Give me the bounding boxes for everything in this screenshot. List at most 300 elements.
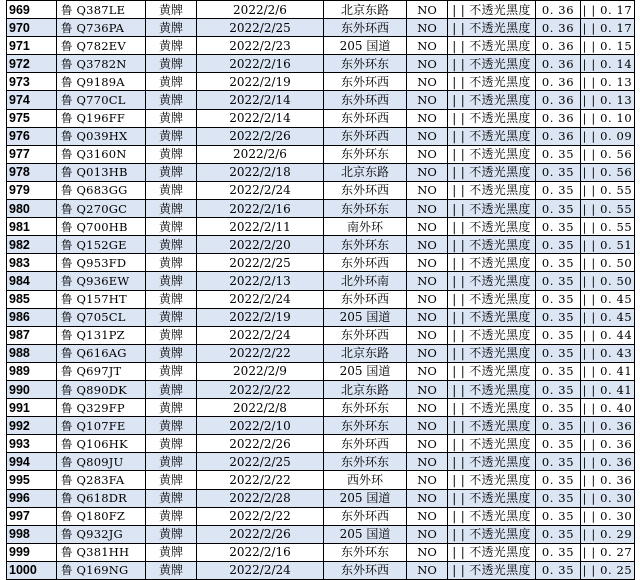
result-cell: NO xyxy=(407,181,448,199)
plate-number-cell: 鲁 Q157HT xyxy=(57,290,146,308)
inspection-date-cell: 2022/2/24 xyxy=(197,290,324,308)
table-row xyxy=(7,380,635,398)
location-cell: 西外环 xyxy=(324,471,407,489)
value-2-cell: | | 0. 30 xyxy=(581,489,635,507)
row-index-cell: 987 xyxy=(7,326,57,344)
value-1-cell: 0. 35 xyxy=(536,236,581,254)
result-cell: NO xyxy=(407,19,448,37)
result-cell: NO xyxy=(407,399,448,417)
plate-number-cell: 鲁 Q705CL xyxy=(57,308,146,326)
plate-color-cell: 黄牌 xyxy=(146,73,197,91)
location-cell: 东外环西 xyxy=(324,507,407,525)
result-cell: NO xyxy=(407,543,448,561)
test-type-cell: | | 不透光黑度 xyxy=(448,109,536,127)
inspection-date-cell: 2022/2/6 xyxy=(197,1,324,19)
row-index-cell: 993 xyxy=(7,435,57,453)
value-1-cell: 0. 35 xyxy=(536,200,581,218)
plate-color-cell: 黄牌 xyxy=(146,525,197,543)
plate-number-cell: 鲁 Q616AG xyxy=(57,344,146,362)
location-cell: 南外环 xyxy=(324,218,407,236)
result-cell: NO xyxy=(407,200,448,218)
result-cell: NO xyxy=(407,308,448,326)
plate-color-cell: 黄牌 xyxy=(146,344,197,362)
row-index-cell: 990 xyxy=(7,380,57,398)
result-cell: NO xyxy=(407,290,448,308)
location-cell: 东外环东 xyxy=(324,453,407,471)
plate-number-cell: 鲁 Q953FD xyxy=(57,254,146,272)
inspection-date-cell: 2022/2/9 xyxy=(197,362,324,380)
table-row xyxy=(7,236,635,254)
location-cell: 北京东路 xyxy=(324,344,407,362)
plate-number-cell: 鲁 Q180FZ xyxy=(57,507,146,525)
value-2-cell: | | 0. 17 xyxy=(581,1,635,19)
row-index-cell: 982 xyxy=(7,236,57,254)
value-2-cell: | | 0. 43 xyxy=(581,344,635,362)
inspection-date-cell: 2022/2/19 xyxy=(197,73,324,91)
row-index-cell: 999 xyxy=(7,543,57,561)
inspection-date-cell: 2022/2/11 xyxy=(197,218,324,236)
test-type-cell: | | 不透光黑度 xyxy=(448,561,536,579)
result-cell: NO xyxy=(407,489,448,507)
test-type-cell: | | 不透光黑度 xyxy=(448,308,536,326)
value-2-cell: | | 0. 36 xyxy=(581,471,635,489)
plate-number-cell: 鲁 Q169NG xyxy=(57,561,146,579)
result-cell: NO xyxy=(407,55,448,73)
plate-color-cell: 黄牌 xyxy=(146,380,197,398)
value-1-cell: 0. 36 xyxy=(536,1,581,19)
row-index-cell: 1000 xyxy=(7,561,57,579)
plate-color-cell: 黄牌 xyxy=(146,543,197,561)
row-index-cell: 997 xyxy=(7,507,57,525)
row-index-cell: 992 xyxy=(7,417,57,435)
result-cell: NO xyxy=(407,326,448,344)
value-1-cell: 0. 36 xyxy=(536,127,581,145)
plate-number-cell: 鲁 Q329FP xyxy=(57,399,146,417)
inspection-date-cell: 2022/2/24 xyxy=(197,181,324,199)
test-type-cell: | | 不透光黑度 xyxy=(448,181,536,199)
value-1-cell: 0. 35 xyxy=(536,435,581,453)
test-type-cell: | | 不透光黑度 xyxy=(448,453,536,471)
inspection-date-cell: 2022/2/20 xyxy=(197,236,324,254)
value-1-cell: 0. 35 xyxy=(536,417,581,435)
value-2-cell: | | 0. 41 xyxy=(581,362,635,380)
plate-color-cell: 黄牌 xyxy=(146,489,197,507)
location-cell: 东外环东 xyxy=(324,417,407,435)
plate-color-cell: 黄牌 xyxy=(146,290,197,308)
location-cell: 东外环西 xyxy=(324,254,407,272)
result-cell: NO xyxy=(407,344,448,362)
test-type-cell: | | 不透光黑度 xyxy=(448,326,536,344)
inspection-date-cell: 2022/2/22 xyxy=(197,507,324,525)
plate-number-cell: 鲁 Q039HX xyxy=(57,127,146,145)
result-cell: NO xyxy=(407,525,448,543)
location-cell: 205 国道 xyxy=(324,489,407,507)
inspection-date-cell: 2022/2/22 xyxy=(197,380,324,398)
test-type-cell: | | 不透光黑度 xyxy=(448,37,536,55)
result-cell: NO xyxy=(407,435,448,453)
plate-number-cell: 鲁 Q283FA xyxy=(57,471,146,489)
row-index-cell: 974 xyxy=(7,91,57,109)
plate-color-cell: 黄牌 xyxy=(146,1,197,19)
value-2-cell: | | 0. 14 xyxy=(581,55,635,73)
plate-number-cell: 鲁 Q106HK xyxy=(57,435,146,453)
value-1-cell: 0. 35 xyxy=(536,543,581,561)
table-row xyxy=(7,435,635,453)
table-row xyxy=(7,362,635,380)
value-2-cell: | | 0. 29 xyxy=(581,525,635,543)
value-1-cell: 0. 35 xyxy=(536,290,581,308)
plate-color-cell: 黄牌 xyxy=(146,91,197,109)
value-1-cell: 0. 35 xyxy=(536,326,581,344)
value-1-cell: 0. 35 xyxy=(536,507,581,525)
plate-color-cell: 黄牌 xyxy=(146,145,197,163)
inspection-date-cell: 2022/2/25 xyxy=(197,254,324,272)
value-1-cell: 0. 35 xyxy=(536,218,581,236)
value-2-cell: | | 0. 09 xyxy=(581,127,635,145)
table-row xyxy=(7,127,635,145)
result-cell: NO xyxy=(407,362,448,380)
test-type-cell: | | 不透光黑度 xyxy=(448,417,536,435)
plate-color-cell: 黄牌 xyxy=(146,399,197,417)
row-index-cell: 981 xyxy=(7,218,57,236)
row-index-cell: 975 xyxy=(7,109,57,127)
result-cell: NO xyxy=(407,272,448,290)
plate-color-cell: 黄牌 xyxy=(146,163,197,181)
test-type-cell: | | 不透光黑度 xyxy=(448,73,536,91)
inspection-date-cell: 2022/2/14 xyxy=(197,91,324,109)
inspection-date-cell: 2022/2/26 xyxy=(197,127,324,145)
location-cell: 205 国道 xyxy=(324,37,407,55)
table-row xyxy=(7,200,635,218)
table-row xyxy=(7,181,635,199)
row-index-cell: 980 xyxy=(7,200,57,218)
value-2-cell: | | 0. 44 xyxy=(581,326,635,344)
plate-color-cell: 黄牌 xyxy=(146,326,197,344)
inspection-date-cell: 2022/2/16 xyxy=(197,200,324,218)
row-index-cell: 991 xyxy=(7,399,57,417)
result-cell: NO xyxy=(407,254,448,272)
value-2-cell: | | 0. 50 xyxy=(581,272,635,290)
value-2-cell: | | 0. 55 xyxy=(581,218,635,236)
inspection-date-cell: 2022/2/10 xyxy=(197,417,324,435)
row-index-cell: 985 xyxy=(7,290,57,308)
row-index-cell: 994 xyxy=(7,453,57,471)
result-cell: NO xyxy=(407,507,448,525)
value-2-cell: | | 0. 50 xyxy=(581,254,635,272)
location-cell: 东外环西 xyxy=(324,435,407,453)
row-index-cell: 988 xyxy=(7,344,57,362)
plate-number-cell: 鲁 Q683GG xyxy=(57,181,146,199)
test-type-cell: | | 不透光黑度 xyxy=(448,145,536,163)
row-index-cell: 969 xyxy=(7,1,57,19)
inspection-date-cell: 2022/2/28 xyxy=(197,489,324,507)
result-cell: NO xyxy=(407,453,448,471)
value-2-cell: | | 0. 36 xyxy=(581,453,635,471)
plate-number-cell: 鲁 Q697JT xyxy=(57,362,146,380)
row-index-cell: 995 xyxy=(7,471,57,489)
plate-number-cell: 鲁 Q131PZ xyxy=(57,326,146,344)
value-2-cell: | | 0. 55 xyxy=(581,181,635,199)
row-index-cell: 977 xyxy=(7,145,57,163)
inspection-date-cell: 2022/2/13 xyxy=(197,272,324,290)
inspection-date-cell: 2022/2/18 xyxy=(197,163,324,181)
result-cell: NO xyxy=(407,380,448,398)
plate-number-cell: 鲁 Q936EW xyxy=(57,272,146,290)
inspection-date-cell: 2022/2/16 xyxy=(197,55,324,73)
test-type-cell: | | 不透光黑度 xyxy=(448,471,536,489)
plate-number-cell: 鲁 Q9189A xyxy=(57,73,146,91)
value-2-cell: | | 0. 17 xyxy=(581,19,635,37)
plate-color-cell: 黄牌 xyxy=(146,471,197,489)
value-1-cell: 0. 35 xyxy=(536,399,581,417)
value-2-cell: | | 0. 13 xyxy=(581,91,635,109)
test-type-cell: | | 不透光黑度 xyxy=(448,399,536,417)
row-index-cell: 971 xyxy=(7,37,57,55)
table-row xyxy=(7,91,635,109)
value-2-cell: | | 0. 10 xyxy=(581,109,635,127)
value-1-cell: 0. 36 xyxy=(536,73,581,91)
table-row xyxy=(7,163,635,181)
location-cell: 东外环东 xyxy=(324,399,407,417)
data-table xyxy=(6,0,635,580)
test-type-cell: | | 不透光黑度 xyxy=(448,489,536,507)
plate-color-cell: 黄牌 xyxy=(146,37,197,55)
test-type-cell: | | 不透光黑度 xyxy=(448,272,536,290)
value-1-cell: 0. 35 xyxy=(536,344,581,362)
value-2-cell: | | 0. 40 xyxy=(581,399,635,417)
inspection-date-cell: 2022/2/25 xyxy=(197,453,324,471)
inspection-date-cell: 2022/2/26 xyxy=(197,525,324,543)
table-row xyxy=(7,272,635,290)
inspection-date-cell: 2022/2/8 xyxy=(197,399,324,417)
value-2-cell: | | 0. 30 xyxy=(581,507,635,525)
value-2-cell: | | 0. 13 xyxy=(581,73,635,91)
plate-color-cell: 黄牌 xyxy=(146,561,197,579)
table-row xyxy=(7,507,635,525)
location-cell: 东外环西 xyxy=(324,326,407,344)
plate-color-cell: 黄牌 xyxy=(146,453,197,471)
result-cell: NO xyxy=(407,417,448,435)
value-1-cell: 0. 35 xyxy=(536,561,581,579)
value-1-cell: 0. 36 xyxy=(536,109,581,127)
test-type-cell: | | 不透光黑度 xyxy=(448,525,536,543)
test-type-cell: | | 不透光黑度 xyxy=(448,362,536,380)
table-row xyxy=(7,344,635,362)
location-cell: 东外环西 xyxy=(324,91,407,109)
test-type-cell: | | 不透光黑度 xyxy=(448,344,536,362)
test-type-cell: | | 不透光黑度 xyxy=(448,127,536,145)
table-row xyxy=(7,19,635,37)
plate-color-cell: 黄牌 xyxy=(146,181,197,199)
result-cell: NO xyxy=(407,145,448,163)
location-cell: 北外环南 xyxy=(324,272,407,290)
table-row xyxy=(7,73,635,91)
table-row xyxy=(7,417,635,435)
plate-color-cell: 黄牌 xyxy=(146,308,197,326)
location-cell: 205 国道 xyxy=(324,362,407,380)
row-index-cell: 972 xyxy=(7,55,57,73)
plate-number-cell: 鲁 Q700HB xyxy=(57,218,146,236)
location-cell: 东外环西 xyxy=(324,127,407,145)
value-1-cell: 0. 35 xyxy=(536,163,581,181)
inspection-date-cell: 2022/2/24 xyxy=(197,326,324,344)
value-2-cell: | | 0. 25 xyxy=(581,561,635,579)
location-cell: 东外环东 xyxy=(324,543,407,561)
plate-number-cell: 鲁 Q387LE xyxy=(57,1,146,19)
value-2-cell: | | 0. 27 xyxy=(581,543,635,561)
value-1-cell: 0. 35 xyxy=(536,380,581,398)
table-row xyxy=(7,525,635,543)
row-index-cell: 998 xyxy=(7,525,57,543)
row-index-cell: 973 xyxy=(7,73,57,91)
table-row xyxy=(7,489,635,507)
test-type-cell: | | 不透光黑度 xyxy=(448,91,536,109)
location-cell: 东外环东 xyxy=(324,145,407,163)
result-cell: NO xyxy=(407,109,448,127)
value-2-cell: | | 0. 45 xyxy=(581,290,635,308)
value-1-cell: 0. 36 xyxy=(536,37,581,55)
row-index-cell: 979 xyxy=(7,181,57,199)
plate-color-cell: 黄牌 xyxy=(146,55,197,73)
table-row xyxy=(7,326,635,344)
table-row xyxy=(7,543,635,561)
value-1-cell: 0. 35 xyxy=(536,145,581,163)
row-index-cell: 978 xyxy=(7,163,57,181)
plate-number-cell: 鲁 Q932JG xyxy=(57,525,146,543)
plate-color-cell: 黄牌 xyxy=(146,362,197,380)
location-cell: 北京东路 xyxy=(324,163,407,181)
table-row xyxy=(7,55,635,73)
plate-number-cell: 鲁 Q270GC xyxy=(57,200,146,218)
plate-number-cell: 鲁 Q782EV xyxy=(57,37,146,55)
result-cell: NO xyxy=(407,37,448,55)
result-cell: NO xyxy=(407,561,448,579)
inspection-date-cell: 2022/2/6 xyxy=(197,145,324,163)
test-type-cell: | | 不透光黑度 xyxy=(448,19,536,37)
value-1-cell: 0. 35 xyxy=(536,489,581,507)
row-index-cell: 986 xyxy=(7,308,57,326)
plate-color-cell: 黄牌 xyxy=(146,19,197,37)
value-1-cell: 0. 35 xyxy=(536,308,581,326)
table-row xyxy=(7,109,635,127)
result-cell: NO xyxy=(407,91,448,109)
table-body xyxy=(7,1,635,580)
plate-color-cell: 黄牌 xyxy=(146,417,197,435)
test-type-cell: | | 不透光黑度 xyxy=(448,254,536,272)
value-1-cell: 0. 35 xyxy=(536,525,581,543)
row-index-cell: 970 xyxy=(7,19,57,37)
result-cell: NO xyxy=(407,163,448,181)
location-cell: 东外环西 xyxy=(324,561,407,579)
test-type-cell: | | 不透光黑度 xyxy=(448,290,536,308)
value-1-cell: 0. 35 xyxy=(536,453,581,471)
location-cell: 东外环西 xyxy=(324,181,407,199)
result-cell: NO xyxy=(407,218,448,236)
plate-color-cell: 黄牌 xyxy=(146,200,197,218)
plate-number-cell: 鲁 Q890DK xyxy=(57,380,146,398)
plate-color-cell: 黄牌 xyxy=(146,127,197,145)
inspection-date-cell: 2022/2/24 xyxy=(197,561,324,579)
inspection-date-cell: 2022/2/22 xyxy=(197,344,324,362)
location-cell: 东外环西 xyxy=(324,109,407,127)
result-cell: NO xyxy=(407,73,448,91)
location-cell: 北京东路 xyxy=(324,1,407,19)
location-cell: 205 国道 xyxy=(324,525,407,543)
location-cell: 东外环东 xyxy=(324,236,407,254)
value-1-cell: 0. 35 xyxy=(536,471,581,489)
value-1-cell: 0. 36 xyxy=(536,55,581,73)
plate-color-cell: 黄牌 xyxy=(146,218,197,236)
test-type-cell: | | 不透光黑度 xyxy=(448,435,536,453)
plate-number-cell: 鲁 Q3782N xyxy=(57,55,146,73)
test-type-cell: | | 不透光黑度 xyxy=(448,1,536,19)
table-row xyxy=(7,145,635,163)
plate-color-cell: 黄牌 xyxy=(146,109,197,127)
plate-number-cell: 鲁 Q770CL xyxy=(57,91,146,109)
value-1-cell: 0. 35 xyxy=(536,254,581,272)
test-type-cell: | | 不透光黑度 xyxy=(448,163,536,181)
inspection-date-cell: 2022/2/22 xyxy=(197,471,324,489)
plate-number-cell: 鲁 Q107FE xyxy=(57,417,146,435)
plate-number-cell: 鲁 Q3160N xyxy=(57,145,146,163)
table-row xyxy=(7,290,635,308)
location-cell: 东外环西 xyxy=(324,19,407,37)
table-row xyxy=(7,453,635,471)
row-index-cell: 976 xyxy=(7,127,57,145)
result-cell: NO xyxy=(407,127,448,145)
value-2-cell: | | 0. 51 xyxy=(581,236,635,254)
plate-number-cell: 鲁 Q381HH xyxy=(57,543,146,561)
table-row xyxy=(7,218,635,236)
inspection-date-cell: 2022/2/25 xyxy=(197,19,324,37)
table-row xyxy=(7,254,635,272)
value-2-cell: | | 0. 55 xyxy=(581,200,635,218)
value-1-cell: 0. 36 xyxy=(536,19,581,37)
test-type-cell: | | 不透光黑度 xyxy=(448,218,536,236)
location-cell: 东外环东 xyxy=(324,55,407,73)
table-row xyxy=(7,471,635,489)
value-1-cell: 0. 35 xyxy=(536,272,581,290)
location-cell: 东外环西 xyxy=(324,73,407,91)
plate-color-cell: 黄牌 xyxy=(146,254,197,272)
plate-number-cell: 鲁 Q736PA xyxy=(57,19,146,37)
table-row xyxy=(7,399,635,417)
test-type-cell: | | 不透光黑度 xyxy=(448,55,536,73)
plate-number-cell: 鲁 Q152GE xyxy=(57,236,146,254)
result-cell: NO xyxy=(407,236,448,254)
value-1-cell: 0. 36 xyxy=(536,91,581,109)
row-index-cell: 983 xyxy=(7,254,57,272)
table-row xyxy=(7,1,635,19)
value-2-cell: | | 0. 36 xyxy=(581,435,635,453)
row-index-cell: 984 xyxy=(7,272,57,290)
inspection-date-cell: 2022/2/16 xyxy=(197,543,324,561)
test-type-cell: | | 不透光黑度 xyxy=(448,200,536,218)
location-cell: 205 国道 xyxy=(324,308,407,326)
test-type-cell: | | 不透光黑度 xyxy=(448,543,536,561)
plate-number-cell: 鲁 Q809JU xyxy=(57,453,146,471)
plate-color-cell: 黄牌 xyxy=(146,236,197,254)
result-cell: NO xyxy=(407,471,448,489)
value-2-cell: | | 0. 56 xyxy=(581,145,635,163)
value-2-cell: | | 0. 36 xyxy=(581,417,635,435)
table-row xyxy=(7,308,635,326)
row-index-cell: 996 xyxy=(7,489,57,507)
value-1-cell: 0. 35 xyxy=(536,362,581,380)
table-row xyxy=(7,37,635,55)
result-cell: NO xyxy=(407,1,448,19)
plate-number-cell: 鲁 Q013HB xyxy=(57,163,146,181)
